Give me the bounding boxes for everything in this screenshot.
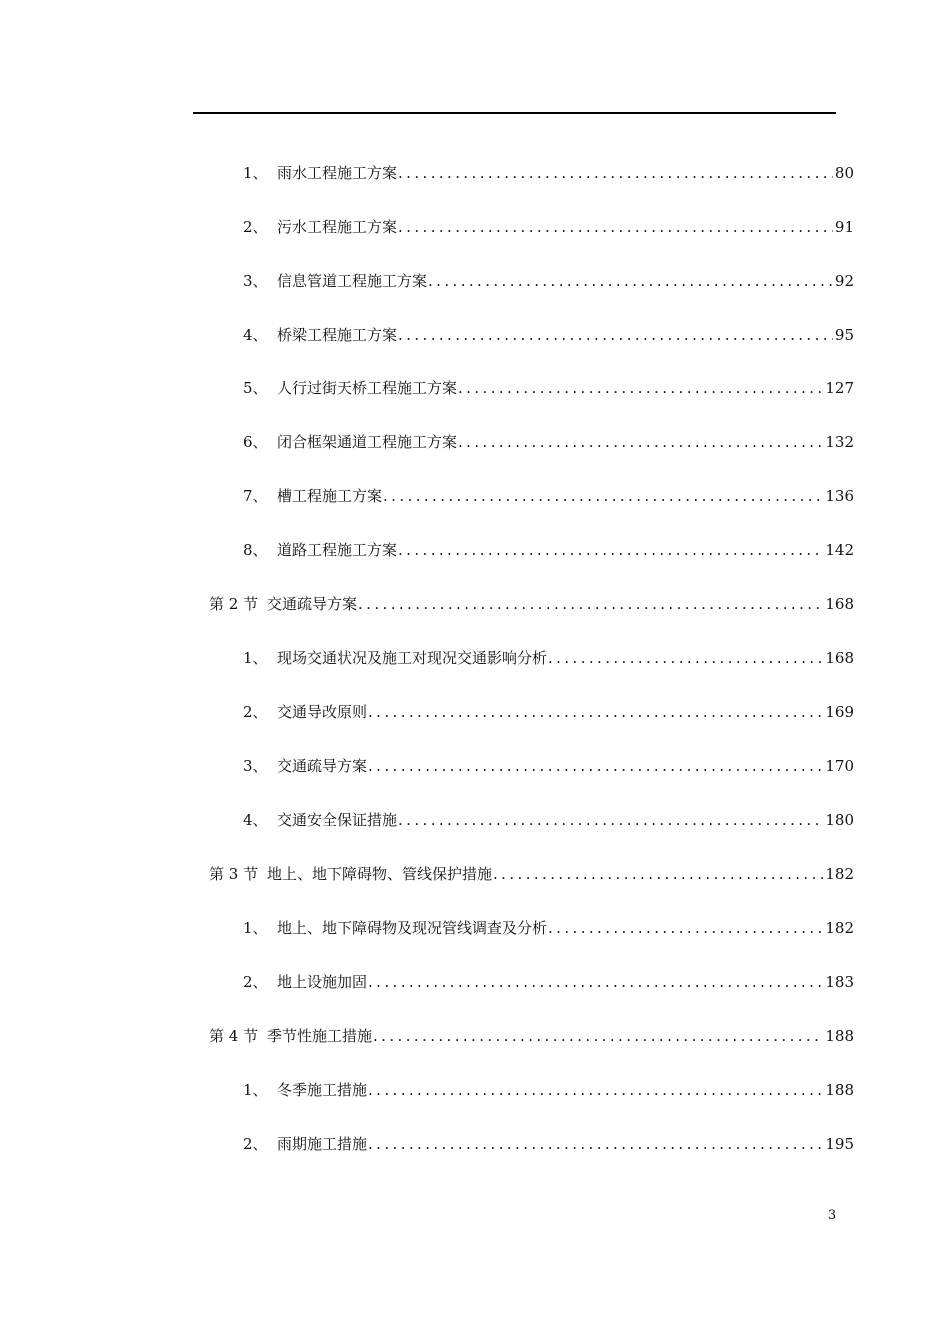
toc-entry[interactable]	[243, 916, 854, 940]
toc-entry-number: 2、	[243, 703, 268, 721]
toc-entry-number: 5、	[243, 379, 268, 397]
toc-leader-dots	[368, 1132, 823, 1156]
toc-entry[interactable]	[243, 808, 854, 832]
toc-entry[interactable]	[243, 161, 854, 185]
toc-entry-title: 现场交通状况及施工对现况交通影响分析	[277, 649, 548, 667]
toc-entry-number: 3、	[243, 757, 268, 775]
toc-entry-title: 桥梁工程施工方案	[277, 326, 398, 344]
toc-leader-dots	[548, 646, 823, 670]
toc-entry-title: 人行过街天桥工程施工方案	[277, 379, 458, 397]
toc-entry-page: 91	[834, 218, 854, 236]
toc-section-number: 第 4 节	[209, 1027, 259, 1045]
toc-entry[interactable]	[243, 646, 854, 670]
toc-entry-page: 142	[825, 541, 854, 559]
toc-entry-page: 95	[834, 326, 854, 344]
toc-leader-dots	[428, 269, 833, 293]
toc-entry-page: 80	[834, 164, 854, 182]
toc-leader-dots	[368, 1078, 823, 1102]
toc-entry[interactable]	[243, 970, 854, 994]
toc-entry[interactable]	[243, 1132, 854, 1156]
toc-leader-dots	[368, 970, 823, 994]
toc-entry-page: 168	[825, 649, 854, 667]
toc-entry-title: 槽工程施工方案	[277, 487, 383, 505]
toc-section-title: 地上、地下障碍物、管线保护措施	[267, 865, 493, 883]
toc-entry-title: 地上设施加固	[277, 973, 368, 991]
toc-leader-dots	[493, 862, 823, 886]
toc-entry[interactable]	[243, 430, 854, 454]
toc-entry-title: 冬季施工措施	[277, 1081, 368, 1099]
toc-leader-dots	[398, 215, 833, 239]
toc-entry[interactable]	[243, 269, 854, 293]
toc-entry[interactable]	[243, 376, 854, 400]
toc-section[interactable]	[209, 592, 854, 616]
toc-entry-title: 雨期施工措施	[277, 1135, 368, 1153]
toc-entry-number: 1、	[243, 1081, 268, 1099]
toc-entry-title: 交通疏导方案	[277, 757, 368, 775]
toc-entry-page: 169	[825, 703, 854, 721]
toc-entry-page: 127	[825, 379, 854, 397]
toc-entry-page: 170	[825, 757, 854, 775]
toc-entry[interactable]	[243, 323, 854, 347]
toc-entry-title: 信息管道工程施工方案	[277, 272, 428, 290]
toc-leader-dots	[368, 700, 823, 724]
toc-section-title: 交通疏导方案	[267, 595, 358, 613]
toc-entry[interactable]	[243, 1078, 854, 1102]
toc-section-page: 188	[825, 1027, 854, 1045]
toc-leader-dots	[458, 430, 823, 454]
toc-leader-dots	[358, 592, 823, 616]
toc-entry-page: 183	[825, 973, 854, 991]
toc-entry-number: 8、	[243, 541, 268, 559]
toc-entry-number: 4、	[243, 811, 268, 829]
toc-entry-number: 3、	[243, 272, 268, 290]
toc-entry-title: 污水工程施工方案	[277, 218, 398, 236]
toc-entry-title: 闭合框架通道工程施工方案	[277, 433, 458, 451]
toc-section-title: 季节性施工措施	[267, 1027, 373, 1045]
toc-entry-title: 交通导改原则	[277, 703, 368, 721]
toc-entry-page: 188	[825, 1081, 854, 1099]
toc-entry-page: 195	[825, 1135, 854, 1153]
toc-leader-dots	[398, 538, 823, 562]
toc-leader-dots	[373, 1024, 823, 1048]
toc-entry-number: 1、	[243, 164, 268, 182]
toc-entry-number: 6、	[243, 433, 268, 451]
toc-leader-dots	[383, 484, 823, 508]
toc-entry-page: 92	[834, 272, 854, 290]
toc-entry-page: 180	[825, 811, 854, 829]
toc-entry-number: 7、	[243, 487, 268, 505]
toc-entry-title: 雨水工程施工方案	[277, 164, 398, 182]
toc-entry-number: 2、	[243, 973, 268, 991]
toc-entry[interactable]	[243, 754, 854, 778]
toc-entry-title: 地上、地下障碍物及现况管线调查及分析	[277, 919, 548, 937]
toc-section-page: 168	[825, 595, 854, 613]
toc-entry-title: 交通安全保证措施	[277, 811, 398, 829]
toc-entry-number: 1、	[243, 919, 268, 937]
toc-entry-page: 136	[825, 487, 854, 505]
toc-section-number: 第 2 节	[209, 595, 259, 613]
toc-leader-dots	[398, 808, 823, 832]
toc-entry-number: 2、	[243, 218, 268, 236]
toc-leader-dots	[458, 376, 823, 400]
toc-leader-dots	[368, 754, 823, 778]
toc-section-page: 182	[825, 865, 854, 883]
toc-section[interactable]	[209, 862, 854, 886]
toc-entry[interactable]	[243, 538, 854, 562]
toc-section-number: 第 3 节	[209, 865, 259, 883]
toc-entry[interactable]	[243, 700, 854, 724]
toc-entry-title: 道路工程施工方案	[277, 541, 398, 559]
toc-entry-number: 4、	[243, 326, 268, 344]
toc-entry-number: 2、	[243, 1135, 268, 1153]
toc-entry-page: 182	[825, 919, 854, 937]
toc-leader-dots	[398, 323, 833, 347]
page-number: 3	[827, 1208, 837, 1223]
toc-entry[interactable]	[243, 215, 854, 239]
toc-entry-number: 1、	[243, 649, 268, 667]
toc-entry[interactable]	[243, 484, 854, 508]
toc-entry-page: 132	[825, 433, 854, 451]
toc-leader-dots	[548, 916, 823, 940]
toc-section[interactable]	[209, 1024, 854, 1048]
toc-leader-dots	[398, 161, 833, 185]
